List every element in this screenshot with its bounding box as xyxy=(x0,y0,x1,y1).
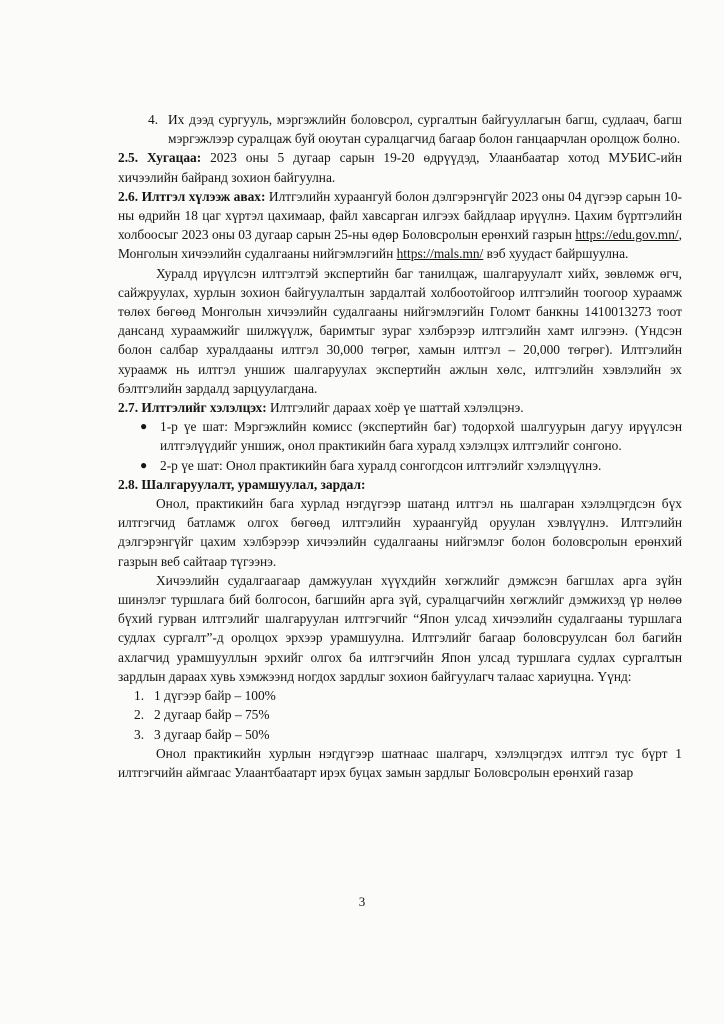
bullet-icon: ● xyxy=(140,457,148,472)
section-2-8-heading: 2.8. Шалгаруулалт, урамшуулал, зардал: xyxy=(118,476,366,492)
bullet-icon: ● xyxy=(140,419,148,434)
prize-text: 3 дугаар байр – 50% xyxy=(154,726,270,742)
list-item-4 xyxy=(118,110,682,148)
prize-number: 3. xyxy=(134,726,145,742)
section-2-6-text-3: вэб хуудаст байршуулна. xyxy=(483,246,629,262)
prize-list xyxy=(118,686,682,744)
list-item xyxy=(134,725,682,744)
prize-text: 2 дугаар байр – 75% xyxy=(154,707,270,723)
stage-text: 2-р үе шат: Онол практикийн бага хуралд сонгогдсон илтгэлийг хэлэлцүүлнэ. xyxy=(160,457,602,473)
section-2-7-heading: 2.7. Илтгэлийг хэлэлцэх: xyxy=(118,400,267,416)
prize-number: 2. xyxy=(134,707,145,723)
fee-paragraph: Хуралд ирүүлсэн илтгэлтэй экспертийн баг танилцаж, шалгаруулалт хийх, зөвлөмж өгч, сайжруулах, хурлын зохион байгуулалтын зардалтай холбоотойгоор илтгэлийн тоогоор хураамж төлөх бөгөөд Монголын хичээлийн судалгааны нийгэмлэгийн Голомт банкны 1410013273 тоот дансанд хураамжийг шилжүүлж, баримтыг зураг хэлбэрээр илтгэлийн хамт илгээнэ. (Үндсэн болон салбар хуралдааны илтгэл 30,000 төгрөг, хамын илтгэл – 20,000 төгрөг). Илтгэлийн хураамж нь илтгэл уншиж шалгаруулах экспертийн ажлын хөлс, илтгэлийн хэвлэлийн эх бэлтгэлийн зардалд зарцуулагдана. xyxy=(118,265,682,396)
section-2-6-text-1: Илтгэлийн хураангуй болон дэлгэрэнгүйг 2023 оны 04 дүгээр сарын 10-ны өдрийн 18 цаг хүртэл цахимаар, файл хавсарган илгээх байдлаар ирүүлнэ. Цахим бүртгэлийн холбоосыг 2023 оны 03 дугаар сарын 25-ны өдөр Боловсролын ерөнхий газрын xyxy=(118,188,682,243)
travel-paragraph: Онол практикийн хурлын нэгдүгээр шатнаас шалгарч, хэлэлцэгдэх илтгэл тус бүрт 1 илтгэгчийн аймгаас Улаантбаатарт ирэх буцах замын зардлыг Боловсролын ерөнхий газар xyxy=(118,745,682,780)
list-item xyxy=(140,417,682,455)
stage-text: 1-р үе шат: Мэргэжлийн комисс (экспертийн баг) тодорхой шалгуурын дагуу ирүүлсэн илтгэлүүдийг уншиж, онол практикийн бага хуралд хэлэлцэх илтгэлийг сонгоно. xyxy=(160,419,682,454)
section-2-6 xyxy=(118,187,682,264)
edu-gov-link[interactable]: https://edu.gov.mn/ xyxy=(575,227,679,243)
list-item-number: 4. xyxy=(148,112,159,127)
page-number: 3 xyxy=(358,894,366,909)
list-item xyxy=(134,686,682,705)
stage-list xyxy=(118,417,682,475)
section-2-5-heading: 2.5. Хугацаа: xyxy=(118,150,202,166)
certificate-paragraph: Онол, практикийн бага хурлад нэгдүгээр шатанд илтгэл нь шалгаран хэлэлцэгдсэн бүх илтгэгчид батламж олгох бөгөөд илтгэлийн хураангуйд оруулан хэвлүүлнэ. Илтгэлийн дэлгэрэнгүйг цахим хэлбэрээр хичээлийн судалгааны нийгэмлэг болон боловсролын ерөнхий газрын веб сайтаар түгээнэ. xyxy=(118,496,682,569)
section-2-5-text: 2023 оны 5 дугаар сарын 19-20 өдрүүдэд, Улаанбаатар хотод МУБИС-ийн хичээлийн байранд зохион байгуулна. xyxy=(118,150,682,185)
section-2-5 xyxy=(118,148,682,186)
section-2-7 xyxy=(118,398,682,417)
list-item-text: Их дээд сургууль, мэргэжлийн боловсрол, сургалтын байгууллагын багш, судлаач, багш мэргэжлээр суралцаж буй оюутан суралцагчид багаар болон ганцаарчлан оролцож болно. xyxy=(168,112,682,147)
list-item xyxy=(134,705,682,724)
award-paragraph: Хичээлийн судалгаагаар дамжуулан хүүхдийн хөгжлийг дэмжсэн багшлах арга зүйн шинэлэг туршлага бий болгосон, багшийн арга зүй, суралцагчийн хөгжлийг дэмжихэд үр нөлөө бүхий гурван илтгэлийг шалгаруулан илтгэгчийг “Япон улсад хичээлийн судалгааны туршлага судлах сургалт”-д оролцох эрхээр урамшуулна. Илтгэлийг багаар боловсруулсан бол багийн ахлагчид урамшууллын эрхийг олгох ба илтгэгчийн Япон улсад туршлага судлах сургалтын зардлын дараах хувь хэмжээнд ногдох зардлыг зохион байгуулагч талаас хариуцна. Үүнд: xyxy=(118,572,682,684)
mals-link[interactable]: https://mals.mn/ xyxy=(396,246,484,262)
list-item xyxy=(140,456,682,475)
section-2-6-text-2: , Монголын хичээлийн судалгааны нийгэмлэгийн xyxy=(118,227,682,262)
prize-number: 1. xyxy=(134,688,145,704)
section-2-6-heading: 2.6. Илтгэл хүлээж авах: xyxy=(118,188,266,204)
prize-text: 1 дүгээр байр – 100% xyxy=(154,688,276,704)
section-2-7-text: Илтгэлийг дараах хоёр үе шаттай хэлэлцэнэ. xyxy=(266,400,524,416)
